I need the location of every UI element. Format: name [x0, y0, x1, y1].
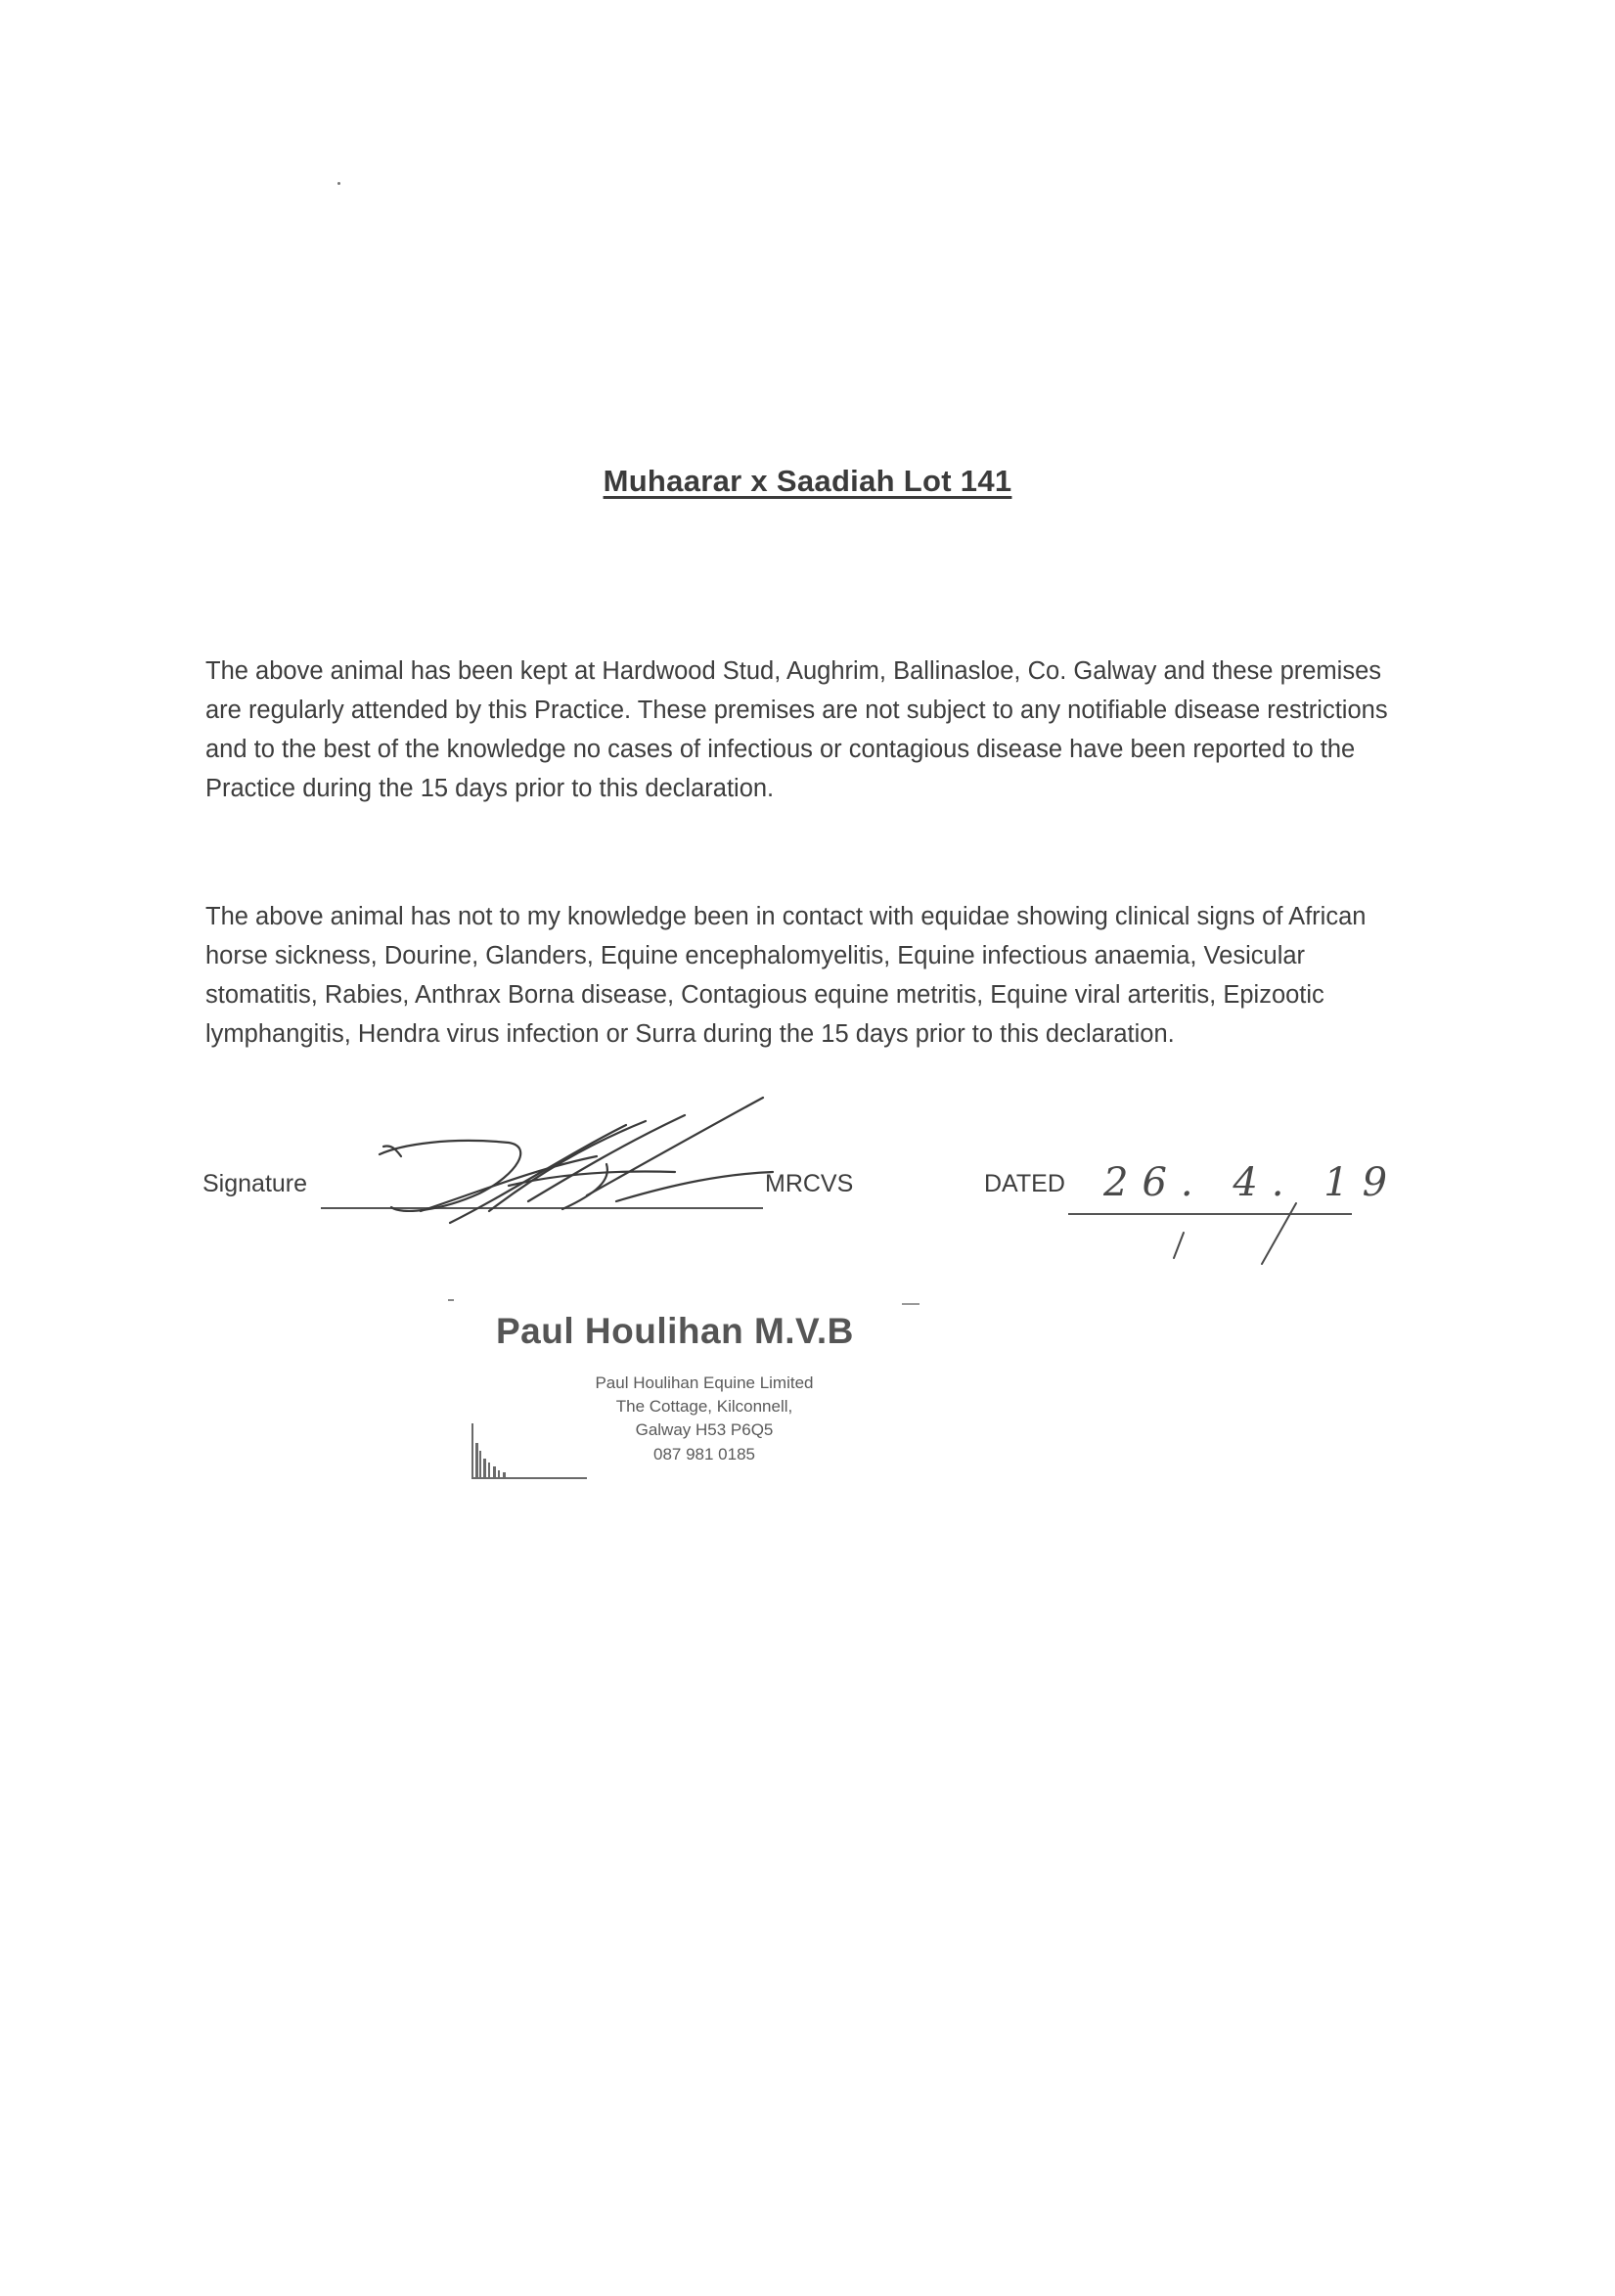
stamp-phone: 087 981 0185	[653, 1445, 755, 1463]
dated-label: DATED	[984, 1170, 1065, 1197]
stamp-ink-mark	[468, 1423, 590, 1482]
stamp-company: Paul Houlihan Equine Limited	[595, 1373, 814, 1392]
date-handwriting-strokes	[1076, 1164, 1369, 1272]
signature-label: Signature	[202, 1170, 308, 1197]
stray-mark	[337, 182, 340, 185]
stamp-address-line-2: Galway H53 P6Q5	[635, 1420, 774, 1439]
declaration-paragraph-premises: The above animal has been kept at Hardwood Stud, Aughrim, Ballinasloe, Co. Galway and these premises are regularly attended by this Practice. These premises are not subject to any notifiable disease restrictions and to the best of the knowledge no cases of infectious or contagious disease have been reported to the Practice during the 15 days prior to this declaration.	[205, 657, 1388, 802]
stamp-address-line-1: The Cottage, Kilconnell,	[615, 1397, 793, 1416]
stamp-tick-mark	[448, 1299, 454, 1301]
stamp-dash-mark	[902, 1303, 920, 1305]
declaration-paragraph-diseases: The above animal has not to my knowledge been in contact with equidae showing clinical signs of African horse sickness, Dourine, Glanders, Equine encephalomyelitis, Equine infectious anaemia, Vesicular stomatitis, Rabies, Anthrax Borna disease, Contagious equine metritis, Equine viral arteritis, Epizootic lymphangitis, Hendra virus infection or Surra during the 15 days prior to this declaration.	[205, 903, 1367, 1048]
signature-suffix: MRCVS	[765, 1170, 854, 1197]
document-title: Muhaarar x Saadiah Lot 141	[603, 464, 1012, 498]
dated-value: 26. 4. 19	[1103, 1160, 1402, 1205]
stamp-name: Paul Houlihan M.V.B	[496, 1311, 854, 1351]
handwritten-signature	[362, 1086, 831, 1242]
